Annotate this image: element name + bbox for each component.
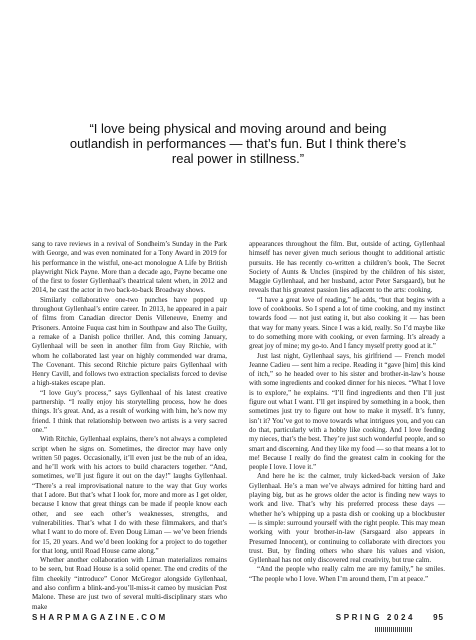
paragraph: Similarly collaborative one-two punches have popped up throughout Gyllenhaal’s entire career. In 2013, he appeared in a pair of films from Canadian director Denis Villeneuve, Enemy and Prisoners. Antoine Fuqua cast him in Southpaw and also The Guilty, a remake of a Danish police thriller. And, this coming January, Gyllenhaal will be seen in another film from Guy Ritchie, with whom he collaborated last year on highly commended war drama, The Covenant. This second Ritchie picture pairs Gyllenhaal with Henry Cavill, and follows two extraction specialists forced to devise a high-stakes escape plan. xyxy=(32,295,227,388)
barcode-icon xyxy=(375,627,413,632)
footer-site: SHARPMAGAZINE.COM xyxy=(32,613,168,622)
paragraph: With Ritchie, Gyllenhaal explains, there’s not always a completed script when he signs on. Sometimes, the director may have only written 50 pages. Occasionally, it’ll even just be the nub of an idea, and he’ll work with his actors to build characters together. “And, sometimes, we’ll just figure it out on the day!” laughs Gyllenhaal. “There’s a real improvisational nature to the way that Guy works that I adore. But that’s what I look for, more and more as I get older, because I know that great things can be made if people know each other, and see each other’s weaknesses, strengths, and vulnerabilities. That’s what I do with these filmmakers, and that’s what I want to do more of. Even Doug Liman — we’ve been friends for 15, 20 years. And we’d been looking for a project to do together for that long, until Road House came along.” xyxy=(32,435,227,555)
paragraph: “And the people who really calm me are my family,” he smiles. “The people who I love. When I’m around them, I’m at peace.” xyxy=(249,565,445,583)
footer-issue: SPRING 2024 xyxy=(335,613,416,622)
paragraph: Whether another collaboration with Liman materializes remains to be seen, but Road House is a solid opener. The end credits of the film cheekily “introduce” Conor McGregor alongside Gyllenhaal, and also confirm a blink-and-you’ll-miss-it cameo by musician Post Malone. These are just two of several multi-disciplinary stars who make xyxy=(32,556,227,611)
page-number: 95 xyxy=(433,613,444,622)
paragraph: And here he is: the calmer, truly kicked-back version of Jake Gyllenhaal. He’s a man we’ve always admired for hitting hard and playing big, but as he grows older the actor is finding new ways to work and live. That’s why his preferred process these days — whether he’s whipping up a pasta dish or cooking up a blockbuster — is simple: surround yourself with the right people. This may mean working with your brother-in-law (Sarsgaard also appears in Presumed Innocent), or continuing to collaborate with directors you trust. But, by finding others who share his values and vision, Gyllenhaal has not only discovered real creativity, but true calm. xyxy=(249,472,445,565)
paragraph: Just last night, Gyllenhaal says, his girlfriend — French model Jeanne Cadieu — sent him a recipe. Reading it “gave [him] this kind of itch,” so he headed over to his sister and brother-in-law’s house with some ingredients and cooked dinner for his nieces. “What I love is to explore,” he explains. “I’ll find ingredients and then I’ll just figure out what I want. I’ll get inspired by something in a book, then sometimes just try to figure out how to make it myself. It’s funny, isn’t it? You’ve got to move towards what intrigues you, and you can do that, particularly with a hobby like cooking. And I love feeding my nieces, that’s the best. They’re just such wonderful people, and so smart and discerning. And they like my food — so that means a lot to me! Because I really do find the greatest calm in cooking for the people I love. I love it.” xyxy=(249,351,445,472)
page-footer xyxy=(32,613,444,622)
paragraph: “I love Guy’s process,” says Gyllenhaal of his latest creative partnership. “I really enjoy his storytelling process, how he does things. It’s great. And, as a result of working with him, he’s now my friend. I think that relationship between two artists is a very sacred one.” xyxy=(32,388,227,434)
article-column-right xyxy=(249,240,445,584)
pull-quote: “I love being physical and moving around and being outlandish in performances — that’s fun. But I think there’s real power in stillness.” xyxy=(69,121,407,166)
article-column-left xyxy=(32,240,227,612)
paragraph: appearances throughout the film. But, outside of acting, Gyllenhaal himself has never given much serious thought to additional artistic pursuits. He has recently co-written a children’s book, The Secret Society of Aunts & Uncles (inspired by the children of his sister, Maggie Gyllenhaal, and her husband, actor Peter Sarsgaard), but he reveals that his greatest passion lies adjacent to the arts: cooking. xyxy=(249,240,445,295)
paragraph: sang to rave reviews in a revival of Sondheim’s Sunday in the Park with George, and was even nominated for a Tony Award in 2019 for his performance in the wistful, one-act monologue A Life by British playwright Nick Payne. More than a decade ago, Payne became one of the first to foster Gyllenhaal’s theatrical talent when, in 2012 and 2014, he cast the actor in two back-to-back Broadway shows. xyxy=(32,240,227,295)
paragraph: “I have a great love of reading,” he adds, “but that begins with a love of cookbooks. So I spend a lot of time cooking, and my instinct towards food — not just eating it, but also cooking it — has been that way for many years. Since I was a kid, really. So I’d maybe like to do something more with cooking, or even farming. It’s already a great joy of mine; my go-to. And I fancy myself pretty good at it.” xyxy=(249,295,445,351)
